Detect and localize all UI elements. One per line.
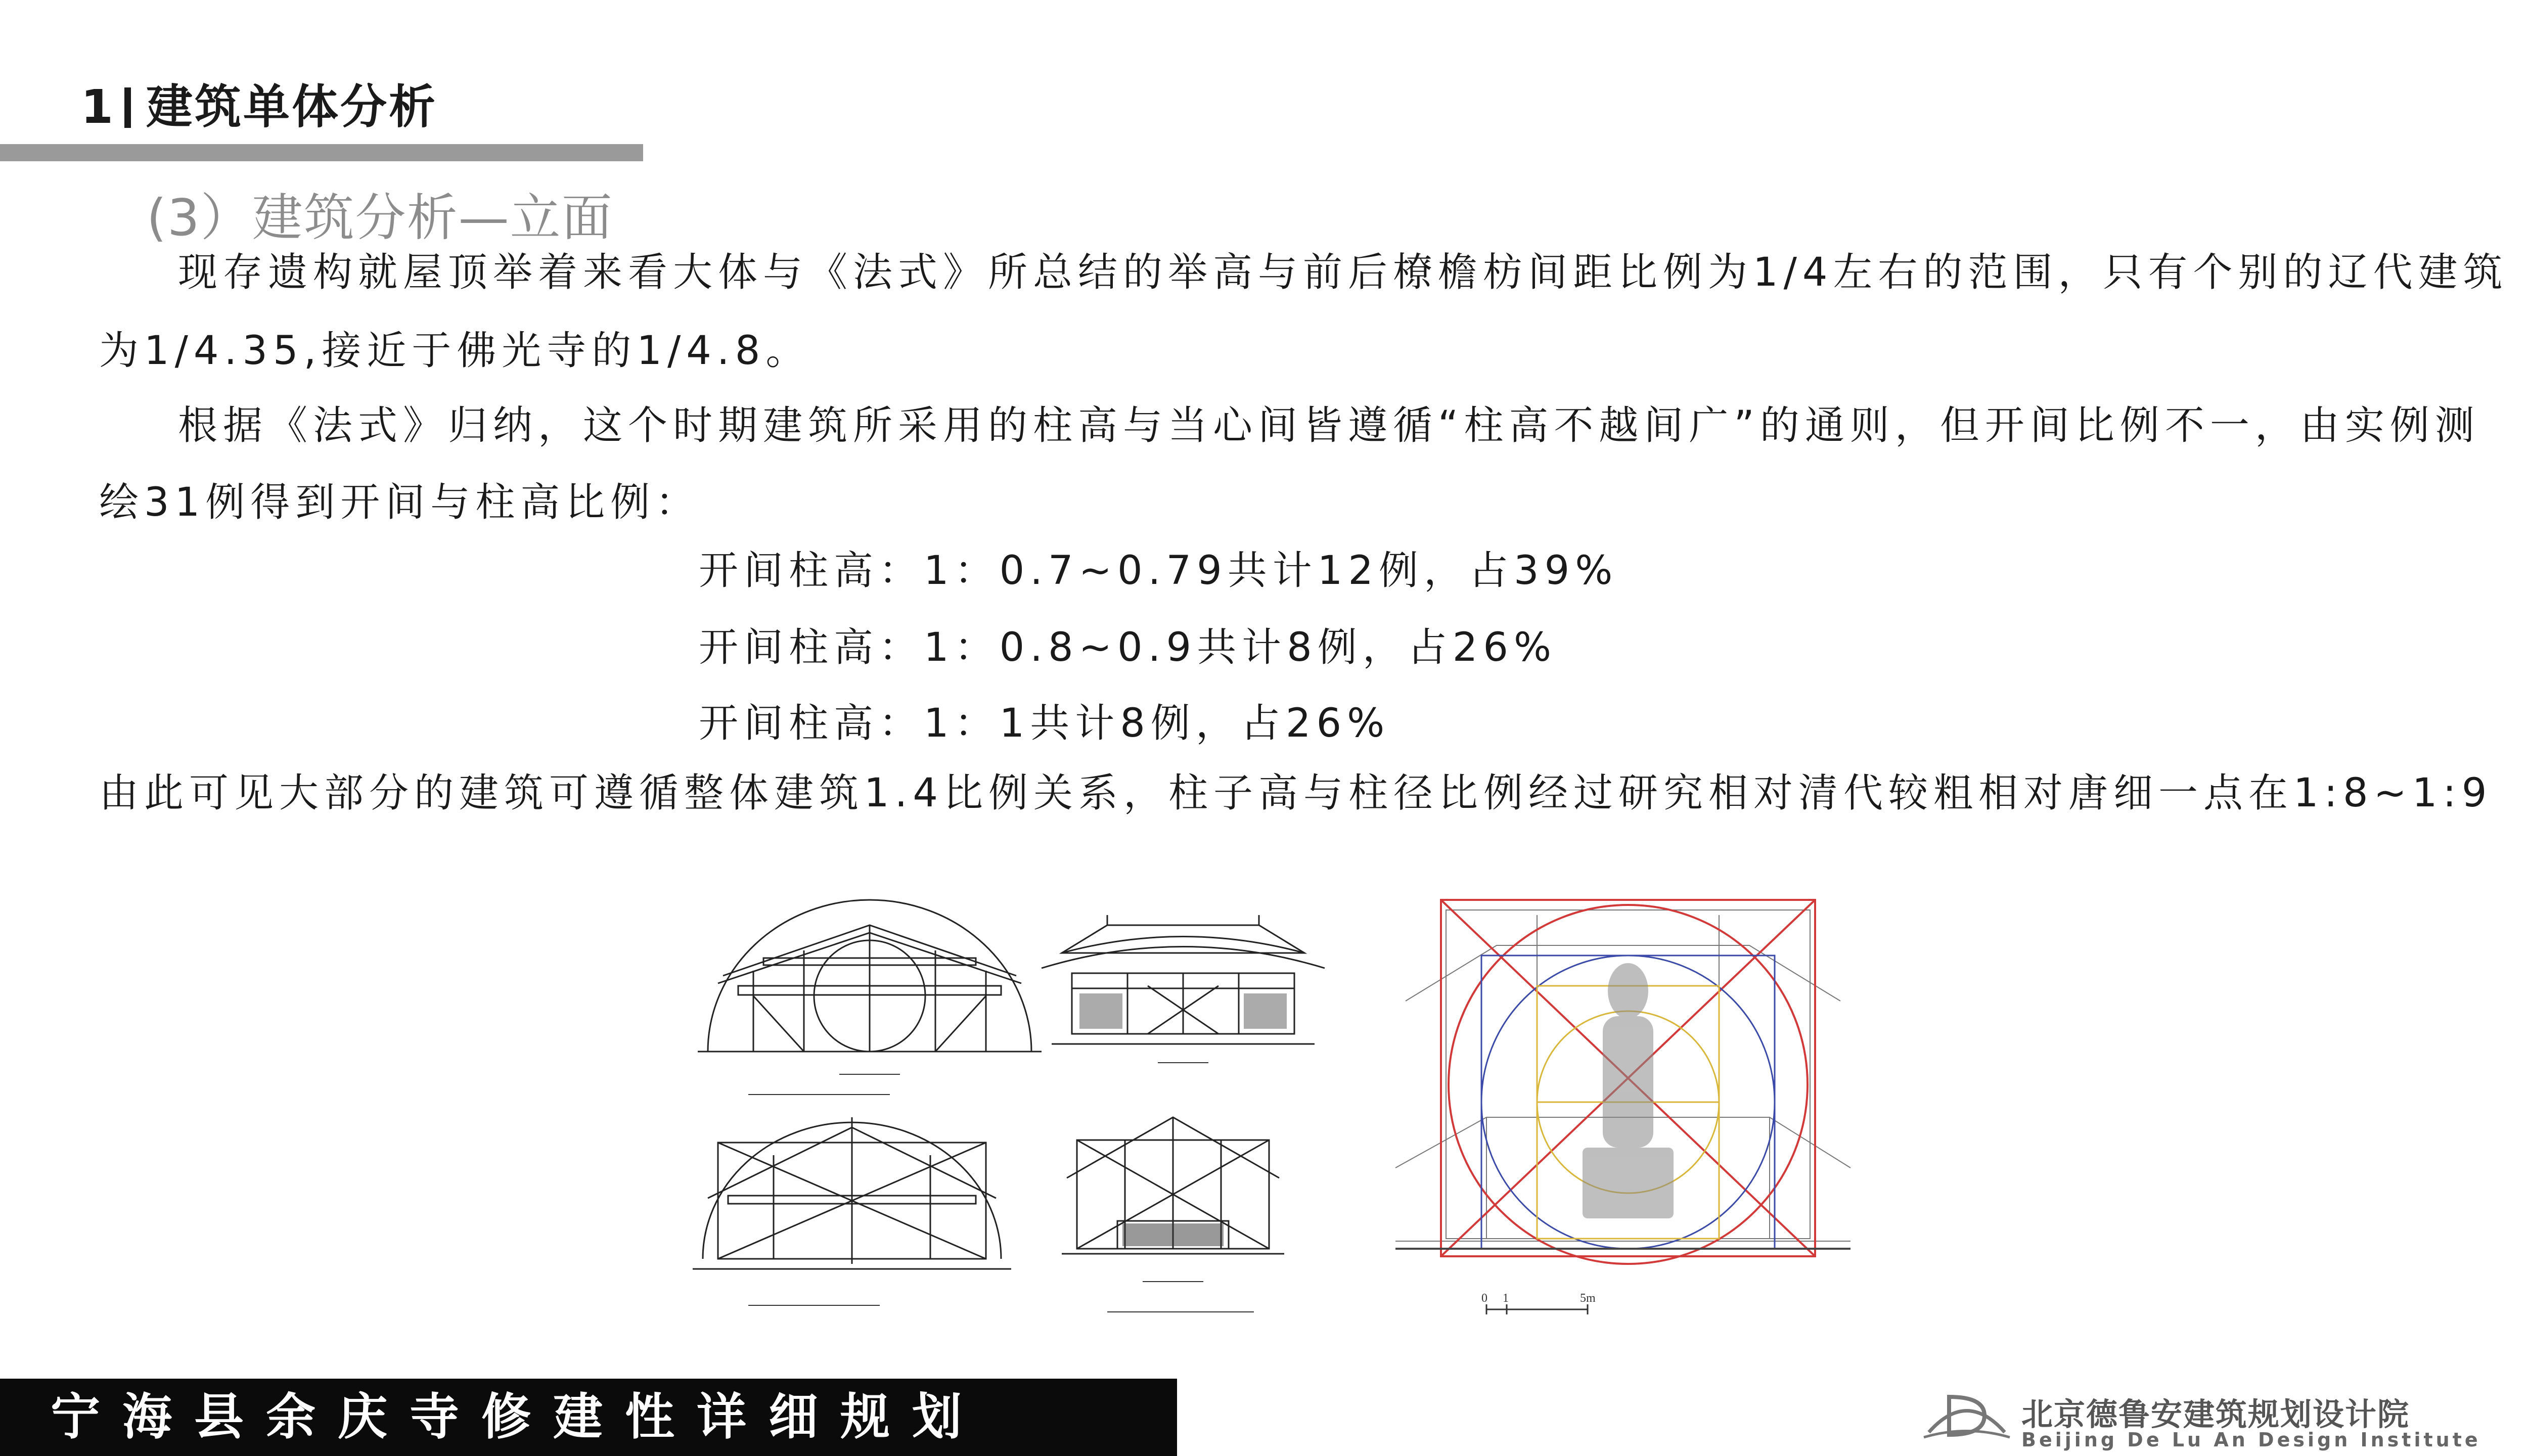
institute-name-en: Beijing De Lu An Design Institute [2021,1429,2481,1451]
scale-label-1: 1 [1503,1292,1509,1305]
ratio-line-3: 开间柱高：1：1共计8例，占26% [699,701,1390,746]
figure-section-semicircle-1 [688,895,1052,1107]
paragraph-1-line-1: 现存遗构就屋顶举着来看大体与《法式》所总结的举高与前后橑檐枋间距比例为1/4左右的范围，只有个别的辽代建筑 [178,250,2508,295]
title-underline-rule [0,144,643,161]
section-title [81,70,437,136]
institute-name-cn: 北京德鲁安建筑规划设计院 [2021,1396,2410,1433]
title-separator-bar [124,87,131,128]
figure-section-grid [1052,1102,1294,1325]
subheading: (3）建筑分析—立面 [147,188,613,247]
footer-project-title: 宁海县余庆寺修建性详细规划 [0,1379,1177,1456]
figure-section-semicircle-2 [688,1107,1016,1325]
paragraph-2-line-2: 绘31例得到开间与柱高比例： [99,480,701,525]
paragraph-1-line-2: 为1/4.35,接近于佛光寺的1/4.8。 [99,328,811,374]
conclusion-line: 由此可见大部分的建筑可遵循整体建筑1.4比例关系，柱子高与柱径比例经过研究相对清代较粗相对唐细一点在1:8~1:9 [99,770,2493,816]
section-number: 1 [81,80,116,134]
section-title-text: 建筑单体分析 [146,80,438,134]
institute-logo [1919,1384,2015,1445]
paragraph-2-line-1: 根据《法式》归纳，这个时期建筑所采用的柱高与当心间皆遵循“柱高不越间广”的通则，但开间比例不一，由实例测 [178,403,2480,448]
ratio-line-1: 开间柱高：1：0.7~0.79共计12例，占39% [699,548,1618,594]
scale-label-0: 0 [1481,1292,1487,1305]
ratio-line-2: 开间柱高：1：0.8~0.9共计8例，占26% [699,625,1557,670]
figure-front-elevation [1031,905,1335,1087]
scale-label-5m: 5m [1580,1292,1596,1305]
figure-proportion-elevation [1385,885,1861,1330]
